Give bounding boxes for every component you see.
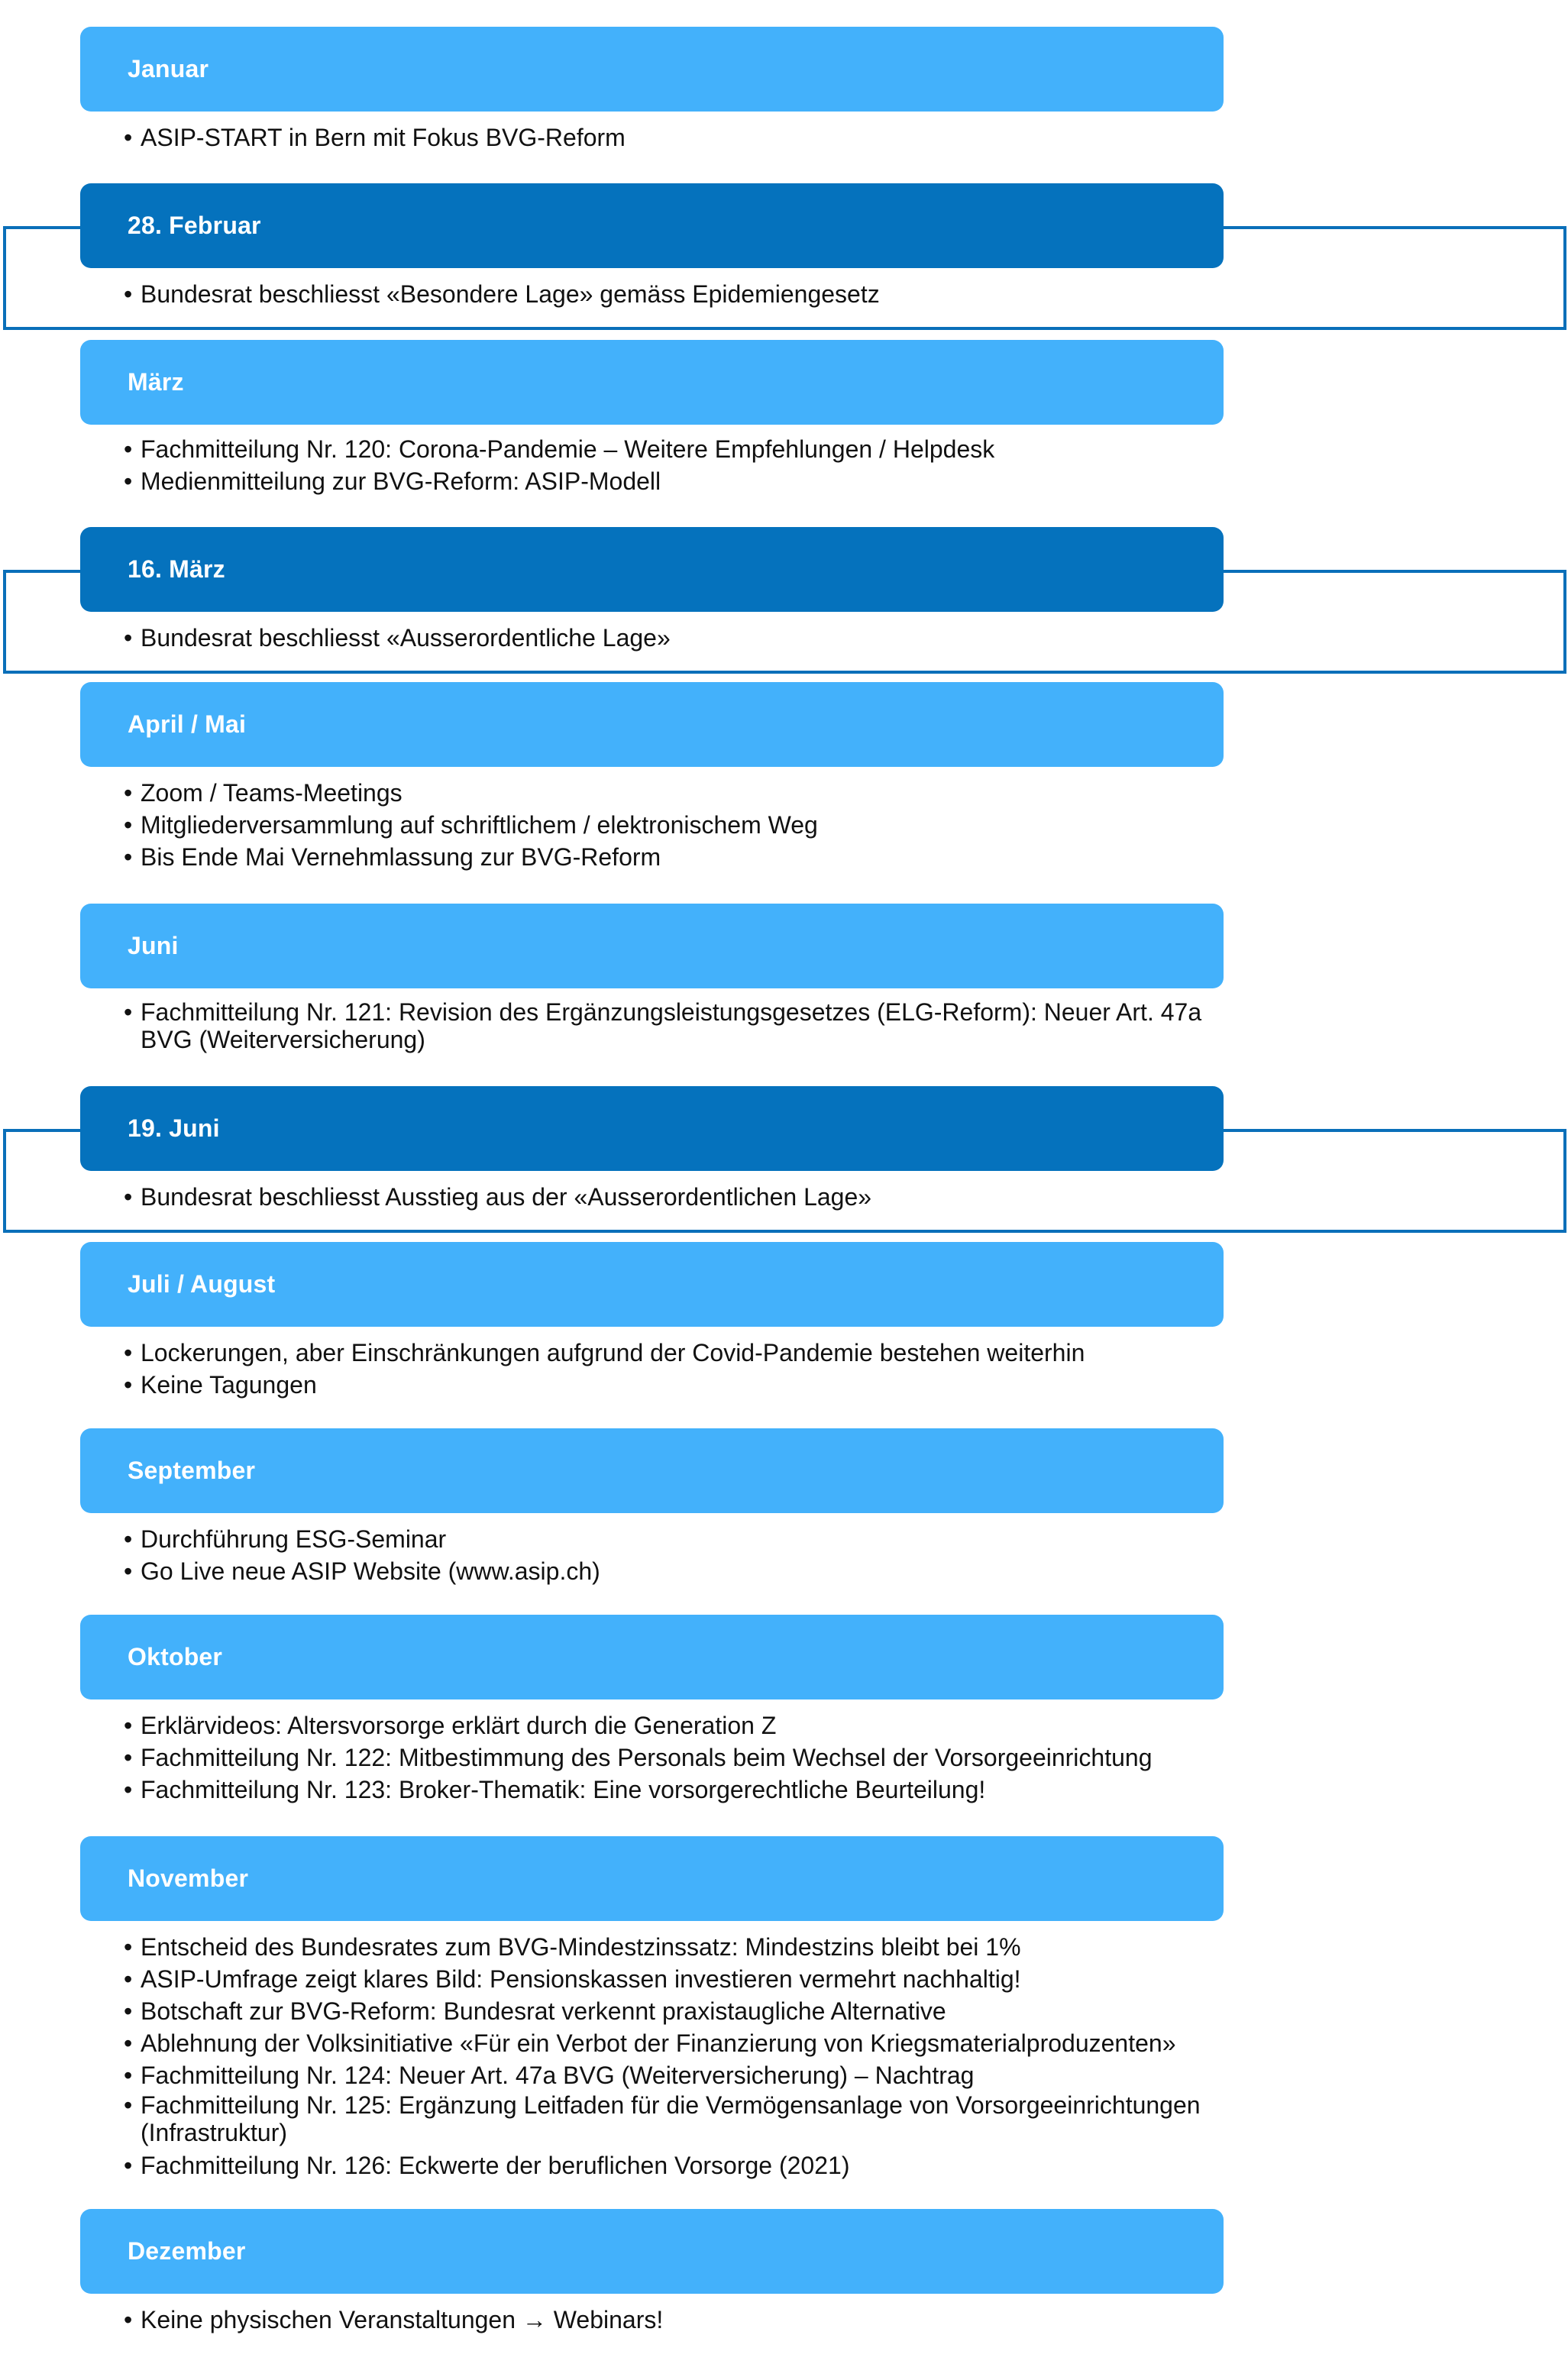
event-item: • Mitgliederversammlung auf schriftlichem / elektronischem Weg	[0, 809, 1222, 841]
month-header: 19. Juni	[80, 1086, 1224, 1171]
event-item: • Fachmitteilung Nr. 120: Corona-Pandemie – Weitere Empfehlungen / Helpdesk	[0, 433, 1222, 465]
event-item: • Zoom / Teams-Meetings	[0, 777, 1222, 809]
event-item: • Entscheid des Bundesrates zum BVG-Mindestzinssatz: Mindestzins bleibt bei 1%	[0, 1931, 1222, 1963]
event-item: • Lockerungen, aber Einschränkungen aufgrund der Covid-Pandemie bestehen weiterhin	[0, 1337, 1222, 1369]
event-item: • Fachmitteilung Nr. 121: Revision des Ergänzungsleistungsgesetzes (ELG-Reform): Neuer Art. 47a BVG (Weiterversicherung)	[0, 998, 1222, 1053]
month-header: Juni	[80, 904, 1224, 988]
month-header: September	[80, 1428, 1224, 1513]
month-header: März	[80, 340, 1224, 425]
event-item: • ASIP-Umfrage zeigt klares Bild: Pensionskassen investieren vermehrt nachhaltig!	[0, 1963, 1222, 1995]
event-list	[0, 1931, 1222, 2181]
event-item: • Bis Ende Mai Vernehmlassung zur BVG-Reform	[0, 841, 1222, 873]
event-list	[0, 777, 1222, 873]
event-item: • Botschaft zur BVG-Reform: Bundesrat verkennt praxistaugliche Alternative	[0, 1995, 1222, 2027]
event-item: • Fachmitteilung Nr. 124: Neuer Art. 47a BVG (Weiterversicherung) – Nachtrag	[0, 2059, 1222, 2091]
event-item: • Durchführung ESG-Seminar	[0, 1523, 1222, 1555]
month-header: Dezember	[80, 2209, 1224, 2294]
event-list	[0, 622, 1222, 654]
month-header: November	[80, 1836, 1224, 1921]
event-item: • Bundesrat beschliesst «Besondere Lage» gemäss Epidemiengesetz	[0, 278, 1222, 310]
event-list	[0, 2304, 1222, 2336]
event-list	[0, 1523, 1222, 1587]
month-header: 16. März	[80, 527, 1224, 612]
event-item: • Bundesrat beschliesst «Ausserordentliche Lage»	[0, 622, 1222, 654]
event-item: • Keine physischen Veranstaltungen → Webinars!	[0, 2304, 1222, 2336]
event-item: • Go Live neue ASIP Website (www.asip.ch)	[0, 1555, 1222, 1587]
event-item: • Fachmitteilung Nr. 125: Ergänzung Leitfaden für die Vermögensanlage von Vorsorgeeinrichtungen (Infrastruktur)	[0, 2091, 1222, 2146]
event-list	[0, 433, 1222, 497]
event-item: • Fachmitteilung Nr. 122: Mitbestimmung des Personals beim Wechsel der Vorsorgeeinrichtung	[0, 1742, 1222, 1774]
event-list	[0, 121, 1222, 154]
month-header: Januar	[80, 27, 1224, 112]
event-list	[0, 998, 1222, 1056]
event-list	[0, 1709, 1222, 1806]
event-list	[0, 1181, 1222, 1213]
month-header: 28. Februar	[80, 183, 1224, 268]
event-list	[0, 1337, 1222, 1401]
event-item: • Ablehnung der Volksinitiative «Für ein Verbot der Finanzierung von Kriegsmaterialproduzenten»	[0, 2027, 1222, 2059]
event-item: • ASIP-START in Bern mit Fokus BVG-Reform	[0, 121, 1222, 154]
month-header: April / Mai	[80, 682, 1224, 767]
event-item: • Keine Tagungen	[0, 1369, 1222, 1401]
event-item: • Fachmitteilung Nr. 123: Broker-Thematik: Eine vorsorgerechtliche Beurteilung!	[0, 1774, 1222, 1806]
event-item: • Medienmitteilung zur BVG-Reform: ASIP-Modell	[0, 465, 1222, 497]
event-list	[0, 278, 1222, 310]
event-item: • Fachmitteilung Nr. 126: Eckwerte der beruflichen Vorsorge (2021)	[0, 2149, 1222, 2181]
event-item: • Bundesrat beschliesst Ausstieg aus der «Ausserordentlichen Lage»	[0, 1181, 1222, 1213]
event-item: • Erklärvideos: Altersvorsorge erklärt durch die Generation Z	[0, 1709, 1222, 1742]
month-header: Juli / August	[80, 1242, 1224, 1327]
month-header: Oktober	[80, 1615, 1224, 1699]
